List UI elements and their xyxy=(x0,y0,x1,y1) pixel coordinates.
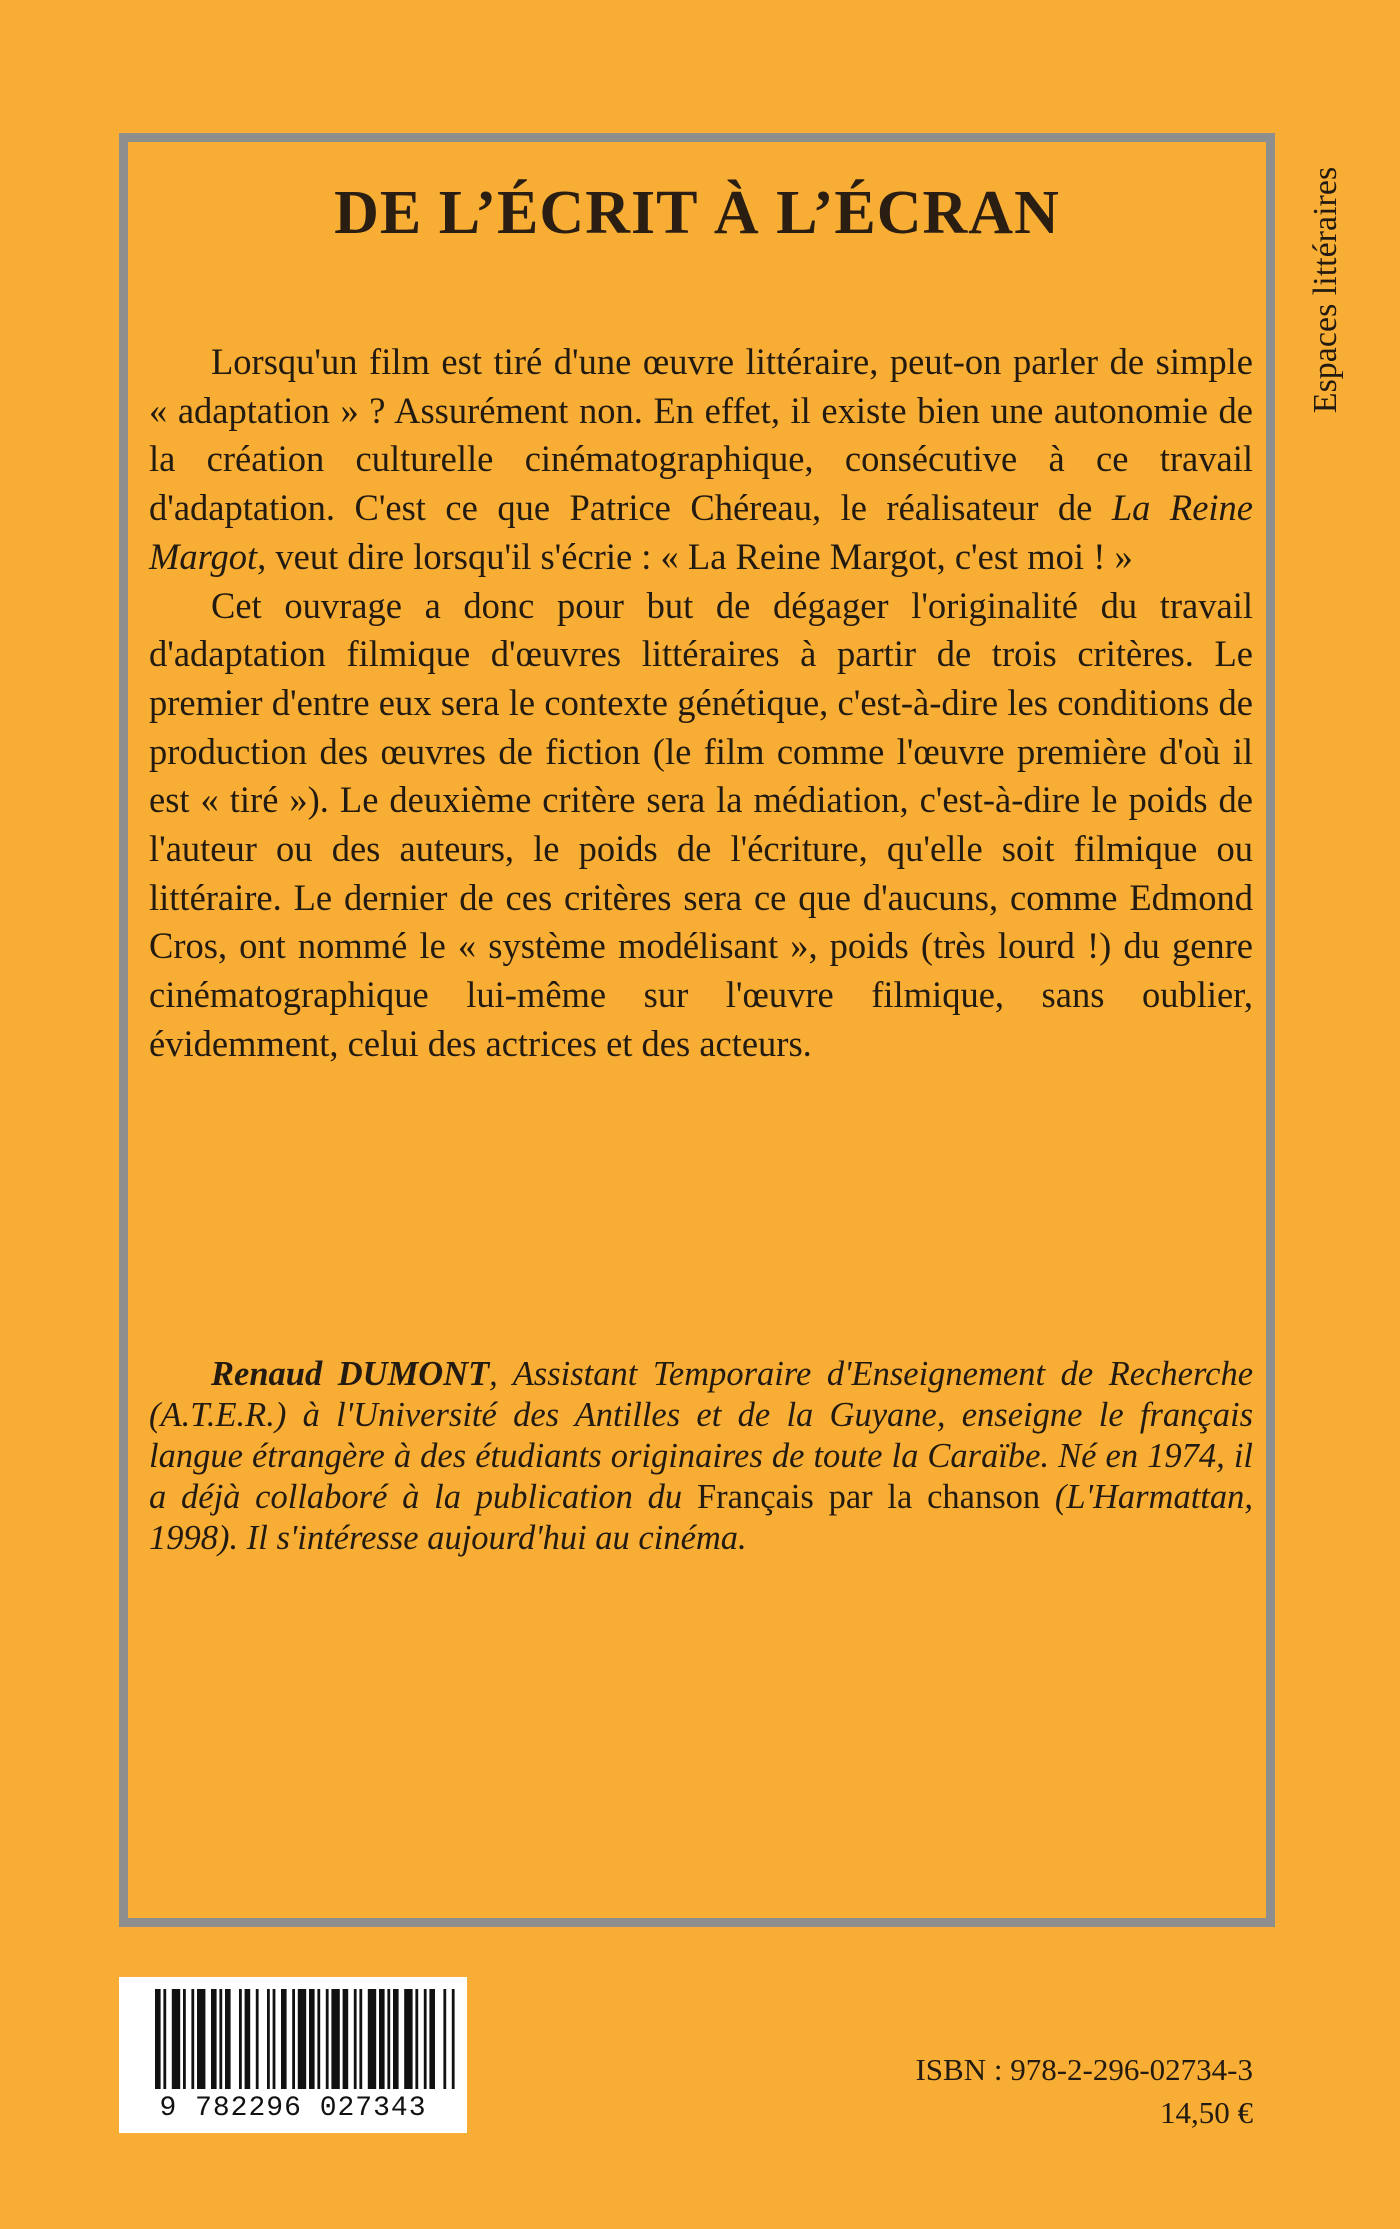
barcode-bar xyxy=(368,1989,376,2089)
book-description xyxy=(149,338,1253,1069)
description-paragraph-1 xyxy=(149,338,1253,582)
barcode-bar xyxy=(443,1989,446,2089)
barcode xyxy=(119,1977,467,2133)
barcode-bar xyxy=(317,1989,320,2089)
barcode-bar xyxy=(379,1989,385,2089)
barcode-bar xyxy=(298,1989,306,2089)
series-label-text: Espaces littéraires xyxy=(1307,166,1344,414)
barcode-bar xyxy=(191,1989,194,2089)
barcode-bar xyxy=(219,1989,222,2089)
barcode-bar xyxy=(393,1989,399,2089)
barcode-bar xyxy=(183,1989,186,2089)
barcode-bar xyxy=(172,1989,180,2089)
barcode-bar xyxy=(273,1989,276,2089)
book-title: DE L’ÉCRIT À L’ÉCRAN xyxy=(334,179,1060,247)
film-title: La Reine Margot, xyxy=(149,487,1254,577)
barcode-bar xyxy=(404,1989,412,2089)
description-paragraph-2: Cet ouvrage a donc pour but de dégager l'originalité du travail d'adaptation filmique d'œuvres littéraires à partir de trois critères. Le premier d'entre eux sera le contexte génétique, c'est-à-dire les conditions de production des œuvres de fiction (le film comme l'œuvre première d'où il est « tiré »). Le deuxième critère sera la médiation, c'est-à-dire le poids de l'auteur ou des auteurs, le poids de l'écriture, qu'elle soit filmique ou littéraire. Le dernier de ces critères sera ce que d'aucuns, comme Edmond Cros, ont nommé le « système modélisant », poids (très lourd !) du genre cinématographique lui-même sur l'œuvre filmique, sans oublier, évidemment, celui des actrices et des acteurs. xyxy=(149,584,1253,1064)
barcode-bar xyxy=(256,1989,259,2089)
barcode-bar xyxy=(331,1989,339,2089)
author-book-title: Français par la chanson xyxy=(696,1478,1041,1516)
barcode-bar xyxy=(163,1989,166,2089)
barcode-bar xyxy=(225,1989,231,2089)
barcode-bar xyxy=(359,1989,362,2089)
author-bio-text-a: , Assistant Temporaire d'Enseignement de Recherche (A.T.E.R.) à l'Université des Antilles et de la Guyane, enseigne le français langue étrangère à des étudiants originaires de toute la Caraïbe. Né en 1974, il a déjà collaboré à la publication du xyxy=(149,1355,1254,1516)
barcode-bar xyxy=(429,1989,435,2089)
barcode-bar xyxy=(354,1989,357,2089)
barcode-bar xyxy=(424,1989,427,2089)
isbn: ISBN : 978-2-296-02734-3 xyxy=(915,2052,1253,2087)
description-p1-text-b: veut dire lorsqu'il s'écrie : « La Reine Margot, c'est moi ! » xyxy=(266,535,1133,577)
barcode-bar xyxy=(387,1989,390,2089)
barcode-bar xyxy=(211,1989,217,2089)
barcode-bar xyxy=(309,1989,315,2089)
series-label xyxy=(1287,125,1365,455)
author-bio xyxy=(149,1354,1253,1559)
barcode-bar xyxy=(239,1989,242,2089)
barcode-bar xyxy=(197,1989,205,2089)
barcode-bar xyxy=(452,1989,455,2089)
author-bio-paragraph xyxy=(149,1354,1253,1559)
barcode-bar xyxy=(326,1989,329,2089)
description-p1-text-a: Lorsqu'un film est tiré d'une œuvre littéraire, peut-on parler de simple « adaptation » ? Assurément non. En effet, il existe bien une autonomie de la création culturelle cinématographique, consécutive à ce travail d'adaptation. C'est ce que Patrice Chéreau, le réalisateur de xyxy=(149,341,1253,529)
author-bio-text-b: (L'Harmattan, 1998). Il s'intéresse aujourd'hui au cinéma. xyxy=(149,1478,1253,1557)
barcode-bar xyxy=(155,1989,161,2089)
barcode-bar xyxy=(415,1989,418,2089)
barcode-bar xyxy=(292,1989,295,2089)
barcode-bar xyxy=(267,1989,270,2089)
barcode-bar xyxy=(343,1989,349,2089)
barcode-bar xyxy=(281,1989,287,2089)
price: 14,50 € xyxy=(1160,2095,1253,2130)
barcode-digits: 9 782296 027343 xyxy=(159,2093,427,2124)
barcode-bar xyxy=(245,1989,251,2089)
author-name: Renaud DUMONT xyxy=(211,1355,490,1393)
